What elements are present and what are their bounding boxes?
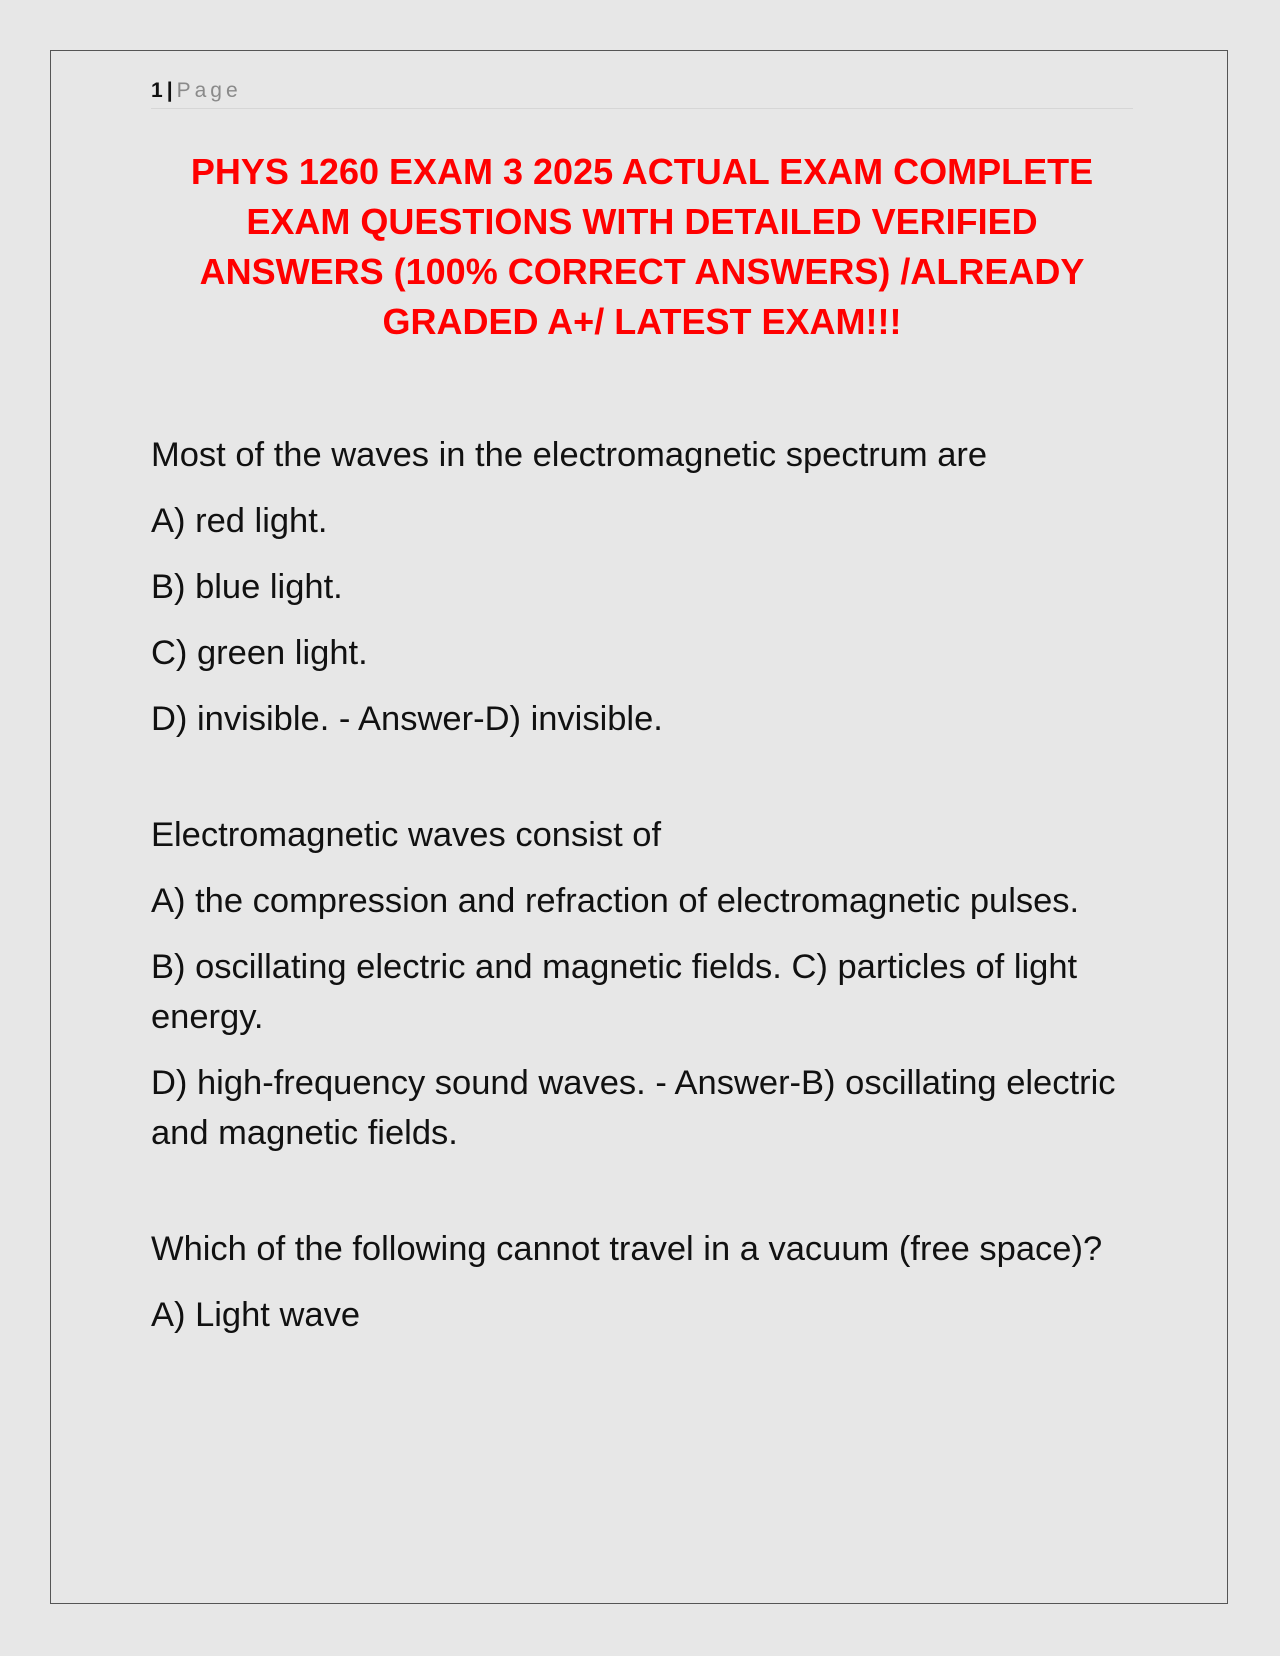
question-list — [151, 430, 1131, 1356]
answer-option-with-answer: D) high-frequency sound waves. - Answer-B) oscillating electric and magnetic fields. — [151, 1064, 1116, 1152]
answer-option: B) oscillating electric and magnetic fields. C) particles of light energy. — [151, 948, 1078, 1036]
answer-option: C) green light. — [151, 634, 368, 672]
answer-option-with-answer: D) invisible. - Answer-D) invisible. — [151, 700, 663, 738]
question-block — [151, 810, 1131, 1158]
page-number: 1 — [151, 79, 163, 102]
document-title: PHYS 1260 EXAM 3 2025 ACTUAL EXAM COMPLETE EXAM QUESTIONS WITH DETAILED VERIFIED ANSWERS (100% CORRECT ANSWERS) /ALREADY GRADED A+/ LATEST EXAM!!! — [190, 151, 1094, 342]
answer-option: A) Light wave — [151, 1296, 361, 1334]
answer-option: A) red light. — [151, 502, 328, 540]
page-header — [151, 78, 1133, 109]
question-stem: Electromagnetic waves consist of — [151, 816, 662, 854]
question-stem: Which of the following cannot travel in a vacuum (free space)? — [151, 1230, 1103, 1268]
answer-option: A) the compression and refraction of electromagnetic pulses. — [151, 882, 1080, 920]
question-stem: Most of the waves in the electromagnetic spectrum are — [151, 436, 988, 474]
answer-option: B) blue light. — [151, 568, 343, 606]
question-block — [151, 430, 1131, 744]
page-label: Page — [176, 79, 242, 102]
page-separator: | — [166, 79, 173, 102]
question-block — [151, 1224, 1131, 1340]
